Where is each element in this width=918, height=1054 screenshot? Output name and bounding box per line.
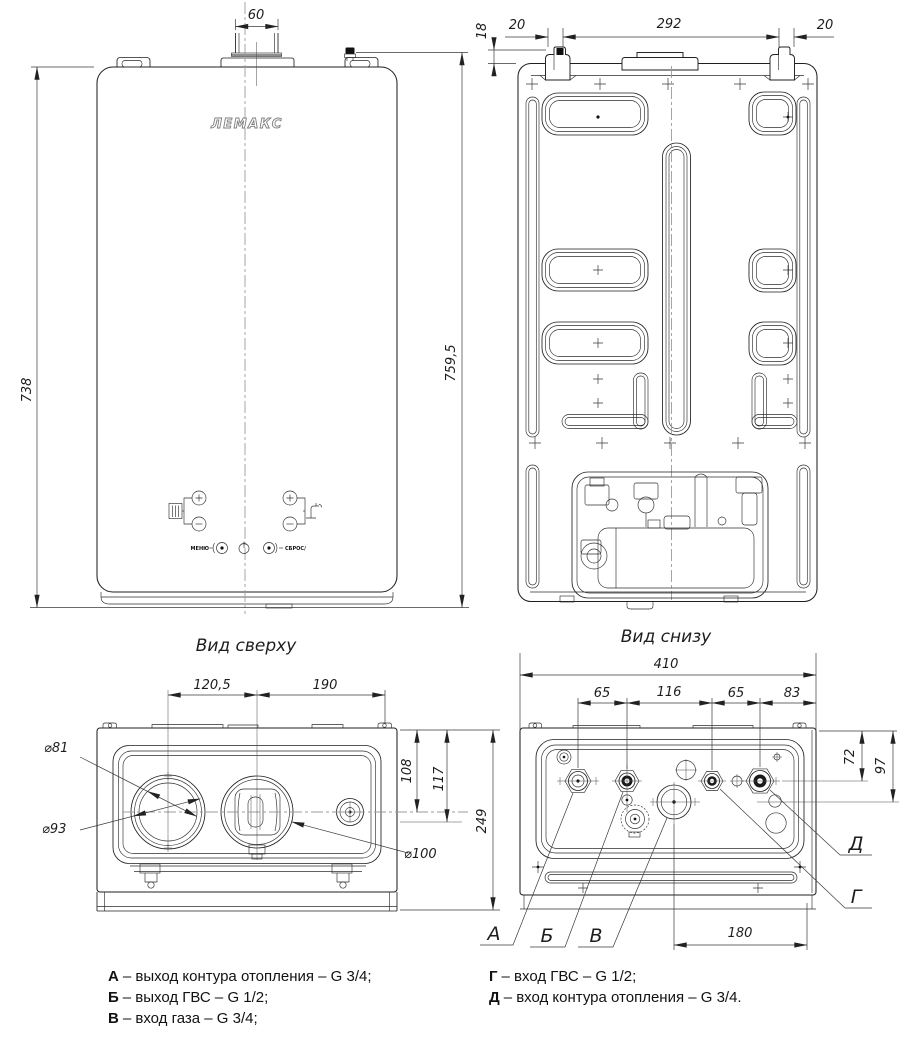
dim-air-outer-dia: ⌀93 xyxy=(42,822,67,837)
mounting-hook-right xyxy=(770,47,795,80)
pressure-regulator xyxy=(621,805,649,837)
tap-icon xyxy=(303,503,322,518)
legend-desc-b: – выход ГВС – G 1/2; xyxy=(122,989,269,1006)
dim-bracket-span: 292 xyxy=(656,17,682,32)
dim-span-g-d: 65 xyxy=(727,686,745,701)
caption-top-view: Вид сверху xyxy=(195,636,297,656)
dim-ports-depth: 72 xyxy=(843,748,858,766)
front-view xyxy=(20,2,469,614)
dim-front-total-height: 759,5 xyxy=(444,344,459,382)
legend-key-a: А xyxy=(108,968,119,985)
caption-bottom-view: Вид снизу xyxy=(620,627,712,647)
bottom-view xyxy=(480,653,899,950)
safety-valve-icon xyxy=(345,48,356,62)
legend-left-column xyxy=(108,966,478,1029)
dim-flue-to-edge: 190 xyxy=(312,678,338,693)
legend-item-a xyxy=(108,966,478,987)
dim-bottom-width: 410 xyxy=(653,657,679,672)
dim-gas-depth: 97 xyxy=(874,757,889,775)
legend-item-g xyxy=(489,966,859,987)
top-view-dimensions xyxy=(42,678,500,910)
flue-pipe xyxy=(221,33,294,67)
dim-total-depth: 249 xyxy=(475,808,490,834)
dim-air-inner-dia: ⌀81 xyxy=(44,741,69,756)
hydraulic-opening xyxy=(572,472,768,598)
port-label-d: Д xyxy=(848,833,864,855)
back-view xyxy=(475,17,834,609)
legend-desc-d: – вход контура отопления – G 3/4. xyxy=(503,989,742,1006)
pump xyxy=(581,540,607,569)
legend-key-d: Д xyxy=(489,989,500,1006)
port-label-g: Г xyxy=(850,886,862,908)
legend-key-v: В xyxy=(108,1010,119,1027)
front-view-dimensions xyxy=(20,8,469,608)
port-a-heating-out xyxy=(557,770,599,793)
dim-bracket-left-offset: 20 xyxy=(508,18,526,33)
top-flange xyxy=(622,58,698,71)
legend-key-b: Б xyxy=(108,989,119,1006)
dim-span-b-g: 116 xyxy=(656,685,682,700)
dim-flue-dia: ⌀100 xyxy=(404,847,437,862)
legend-item-d xyxy=(489,987,859,1008)
top-view xyxy=(42,678,500,911)
radiator-icon xyxy=(169,504,184,519)
port-v-gas-in xyxy=(650,782,700,824)
port-label-v: В xyxy=(589,925,603,947)
dim-gas-to-edge: 180 xyxy=(727,926,753,941)
legend-desc-a: – выход контура отопления – G 3/4; xyxy=(122,968,372,985)
dim-flue-offset-x: 120,5 xyxy=(193,678,231,693)
port-label-b: Б xyxy=(540,925,554,947)
legend-item-v xyxy=(108,1008,478,1029)
dim-aux-depth: 117 xyxy=(432,766,447,792)
brand-logo: ЛЕМАКС xyxy=(211,117,283,132)
legend-key-g: Г xyxy=(489,968,498,985)
power-button-icon xyxy=(239,542,249,554)
dim-front-height: 738 xyxy=(20,377,35,403)
legend-item-b xyxy=(108,987,478,1008)
mounting-feet xyxy=(140,864,352,888)
port-g-dhw-in xyxy=(698,772,726,791)
stamped-slots-right xyxy=(749,92,796,365)
legend-desc-v: – вход газа – G 3/4; xyxy=(122,1010,258,1027)
stamped-slots-left xyxy=(542,93,648,364)
reset-button-label: СБРОС/ xyxy=(285,546,306,552)
port-label-a: А xyxy=(487,923,501,945)
dim-span-a-b: 65 xyxy=(593,686,611,701)
legend-desc-g: – вход ГВС – G 1/2; xyxy=(501,968,637,985)
port-b-dhw-out xyxy=(612,765,642,812)
dim-flue-width: 60 xyxy=(247,8,265,23)
dim-flue-depth: 108 xyxy=(400,758,415,784)
dim-bracket-height: 18 xyxy=(475,22,490,40)
l-slots xyxy=(562,373,797,429)
legend-right-column xyxy=(489,966,859,1008)
expansion-tank xyxy=(598,528,754,588)
port-d-heating-in xyxy=(742,769,780,793)
dim-span-d-edge: 83 xyxy=(783,686,801,701)
dim-bracket-right-offset: 20 xyxy=(816,18,834,33)
menu-button-label: МЕНЮ xyxy=(190,546,209,552)
